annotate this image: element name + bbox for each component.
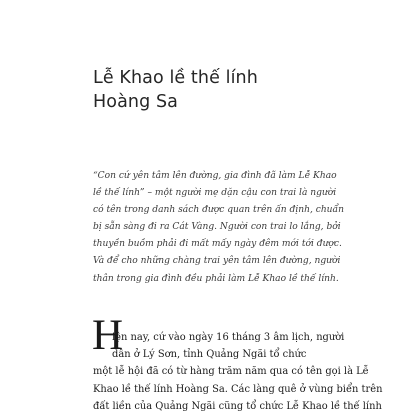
chapter-title [93,66,258,114]
chapter-title-line: Hoàng Sa [93,92,178,112]
epigraph-line: bị sẵn sàng đi ra Cát Vàng. Người con trai lo lắng, bởi [93,222,341,233]
epigraph-line: Và để cho những chàng trai yên tâm lên đường, người [93,256,341,267]
body-line: Khao lề thế lính Hoàng Sa. Các làng quê ở vùng biển trên [93,383,383,395]
epigraph-line: có tên trong danh sách được quan trên ấn định, chuẩn [93,205,344,216]
body-line: dân ở Lý Sơn, tỉnh Quảng Ngãi tổ chức [112,349,307,361]
epigraph-line: thuyền buồm phải đi mất mấy ngày đêm mới tới được. [93,239,342,250]
chapter-title-line: Lễ Khao lề thế lính [93,68,258,88]
epigraph-line: thân trong gia đình đều phải làm Lễ Khao lề thế lính. [93,273,339,284]
body-line: đất liền của Quảng Ngãi cũng tổ chức Lễ Khao lề thế lính [93,400,382,412]
epigraph-line: lề thế lính” – một người mẹ dặn cậu con trai là người [93,188,337,199]
body-line: iện nay, cứ vào ngày 16 tháng 3 âm lịch, người [112,332,345,343]
epigraph [93,168,353,288]
body-paragraph [93,332,383,415]
body-line: một lễ hội đã có từ hàng trăm năm qua có tên gọi là Lễ [93,366,369,378]
drop-cap: H [92,312,124,359]
epigraph-line: “Con cứ yên tâm lên đường, gia đình đã làm Lễ Khao [93,171,337,181]
